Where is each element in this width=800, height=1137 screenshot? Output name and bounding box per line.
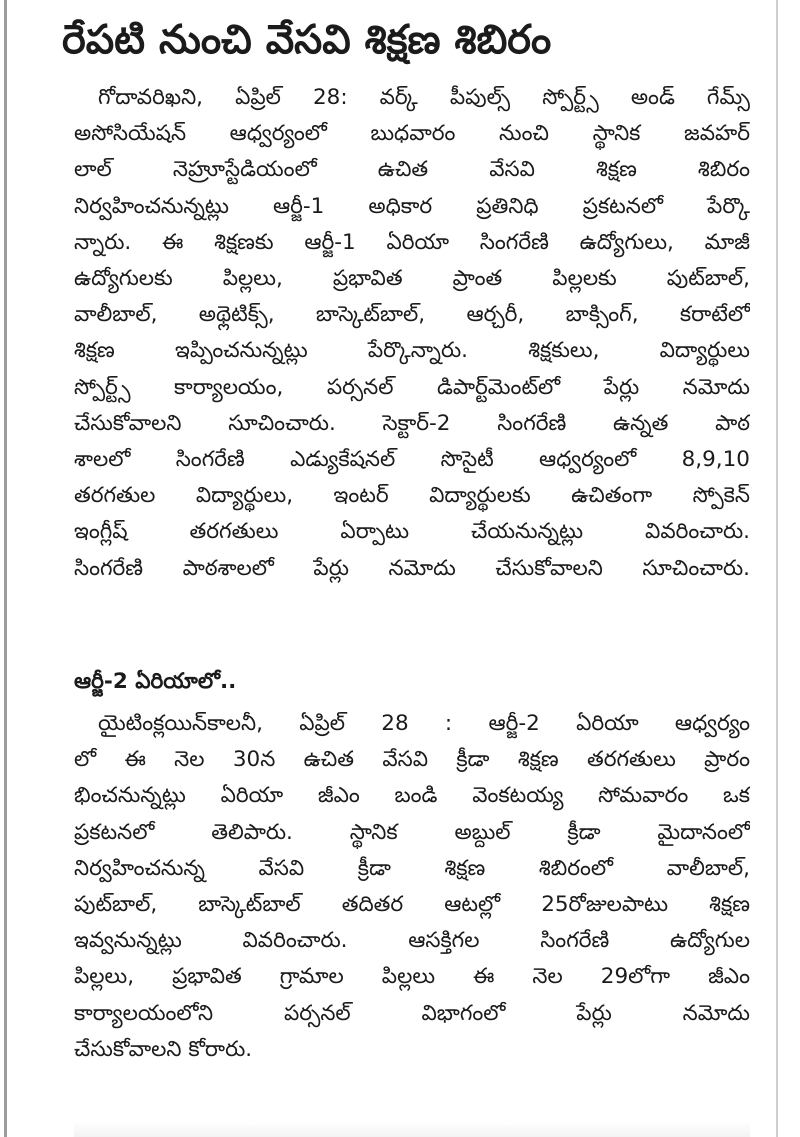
right-column-rule xyxy=(776,0,778,1137)
text-line: శాలలో సింగరేణి ఎడ్యుకేషనల్ సొసైటీ ఆధ్వర్యంలో 8,9,10 xyxy=(74,447,750,473)
article-paragraph-2 xyxy=(74,706,750,1068)
article-subhead: ఆర్జీ-2 ఏరియాలో.. xyxy=(74,669,237,694)
text-line: అసోసియేషన్ ఆధ్వర్యంలో బుధవారం నుంచి స్థానిక జవహర్ xyxy=(74,121,750,147)
text-line: భించనున్నట్లు ఏరియా జీఎం బండి వెంకటయ్య సోమవారం ఒక xyxy=(74,783,750,809)
text-line: శిక్షణ ఇప్పించనున్నట్లు పేర్కొన్నారు. శిక్షకులు, విద్యార్థులు xyxy=(74,338,750,364)
text-line: తరగతుల విద్యార్థులు, ఇంటర్ విద్యార్థులకు ఉచితంగా స్పోకెన్ xyxy=(74,483,750,509)
article-headline: రేపటి నుంచి వేసవి శిక్షణ శిబిరం xyxy=(62,17,552,63)
text-line: ఇంగ్లీష్ తరగతులు ఏర్పాటు చేయనున్నట్లు వివరించారు. xyxy=(74,519,750,545)
text-line: లో ఈ నెల 30న ఉచిత వేసవి క్రీడా శిక్షణ తరగతులు ప్రారం xyxy=(74,747,750,773)
text-line: న్నారు. ఈ శిక్షణకు ఆర్జీ-1 ఏరియా సింగరేణి ఉద్యోగులు, మాజీ xyxy=(74,229,750,255)
text-line: పిల్లలు, ప్రభావిత గ్రామాల పిల్లలు ఈ నెల 29లోగా జీఎం xyxy=(74,964,750,990)
text-line: చేసుకోవాలని కోరారు. xyxy=(74,1036,253,1062)
text-line: ఉద్యోగులకు పిల్లలు, ప్రభావిత ప్రాంత పిల్లలకు పుట్‌బాల్, xyxy=(74,266,750,292)
text-line: ఇవ్వనున్నట్లు వివరించారు. ఆసక్తిగల సింగరేణి ఉద్యోగుల xyxy=(74,928,750,954)
next-article-fade xyxy=(74,1122,750,1137)
text-line: వాలీబాల్, అథ్లెటిక్స్, బాస్కెట్‌బాల్, ఆర్చరీ, బాక్సింగ్, కరాటేలో xyxy=(74,302,750,328)
left-column-rule xyxy=(4,0,7,1137)
text-line: స్పోర్ట్స్ కార్యాలయం, పర్సనల్ డిపార్ట్‌మెంట్‌లో పేర్లు నమోదు xyxy=(74,374,750,400)
text-line: లాల్ నెహ్రూస్టేడియంలో ఉచిత వేసవి శిక్షణ శిబిరం xyxy=(74,157,750,183)
article-paragraph-1 xyxy=(74,80,750,587)
text-line: యైటింక్లయిన్‌కాలనీ, ఏప్రిల్ 28 : ఆర్జీ-2 ఏరియా ఆధ్వర్యం xyxy=(98,711,750,736)
text-line: గోదావరిఖని, ఏప్రిల్ 28: వర్క్ పీపుల్స్ స్పోర్ట్స్ అండ్ గేమ్స్ xyxy=(98,85,750,110)
text-line: కార్యాలయంలోని పర్సనల్ విభాగంలో పేర్లు నమోదు xyxy=(74,1000,750,1026)
text-line: నిర్వహించనున్న వేసవి క్రీడా శిక్షణ శిబిరంలో వాలీబాల్, xyxy=(74,855,750,881)
text-line: చేసుకోవాలని సూచించారు. సెక్టార్-2 సింగరేణి ఉన్నత పాఠ xyxy=(74,410,750,436)
text-line: సింగరేణి పాఠశాలలో పేర్లు నమోదు చేసుకోవాలని సూచించారు. xyxy=(74,555,750,581)
text-line: పుట్‌బాల్, బాస్కెట్‌బాల్ తదితర ఆటల్లో 25రోజులపాటు శిక్షణ xyxy=(74,892,750,918)
text-line: ప్రకటనలో తెలిపారు. స్థానిక అబ్దుల్ క్రీడా మైదానంలో xyxy=(74,819,750,845)
text-line: నిర్వహించనున్నట్లు ఆర్జీ-1 అధికార ప్రతినిధి ప్రకటనలో పేర్కొ xyxy=(74,193,750,219)
